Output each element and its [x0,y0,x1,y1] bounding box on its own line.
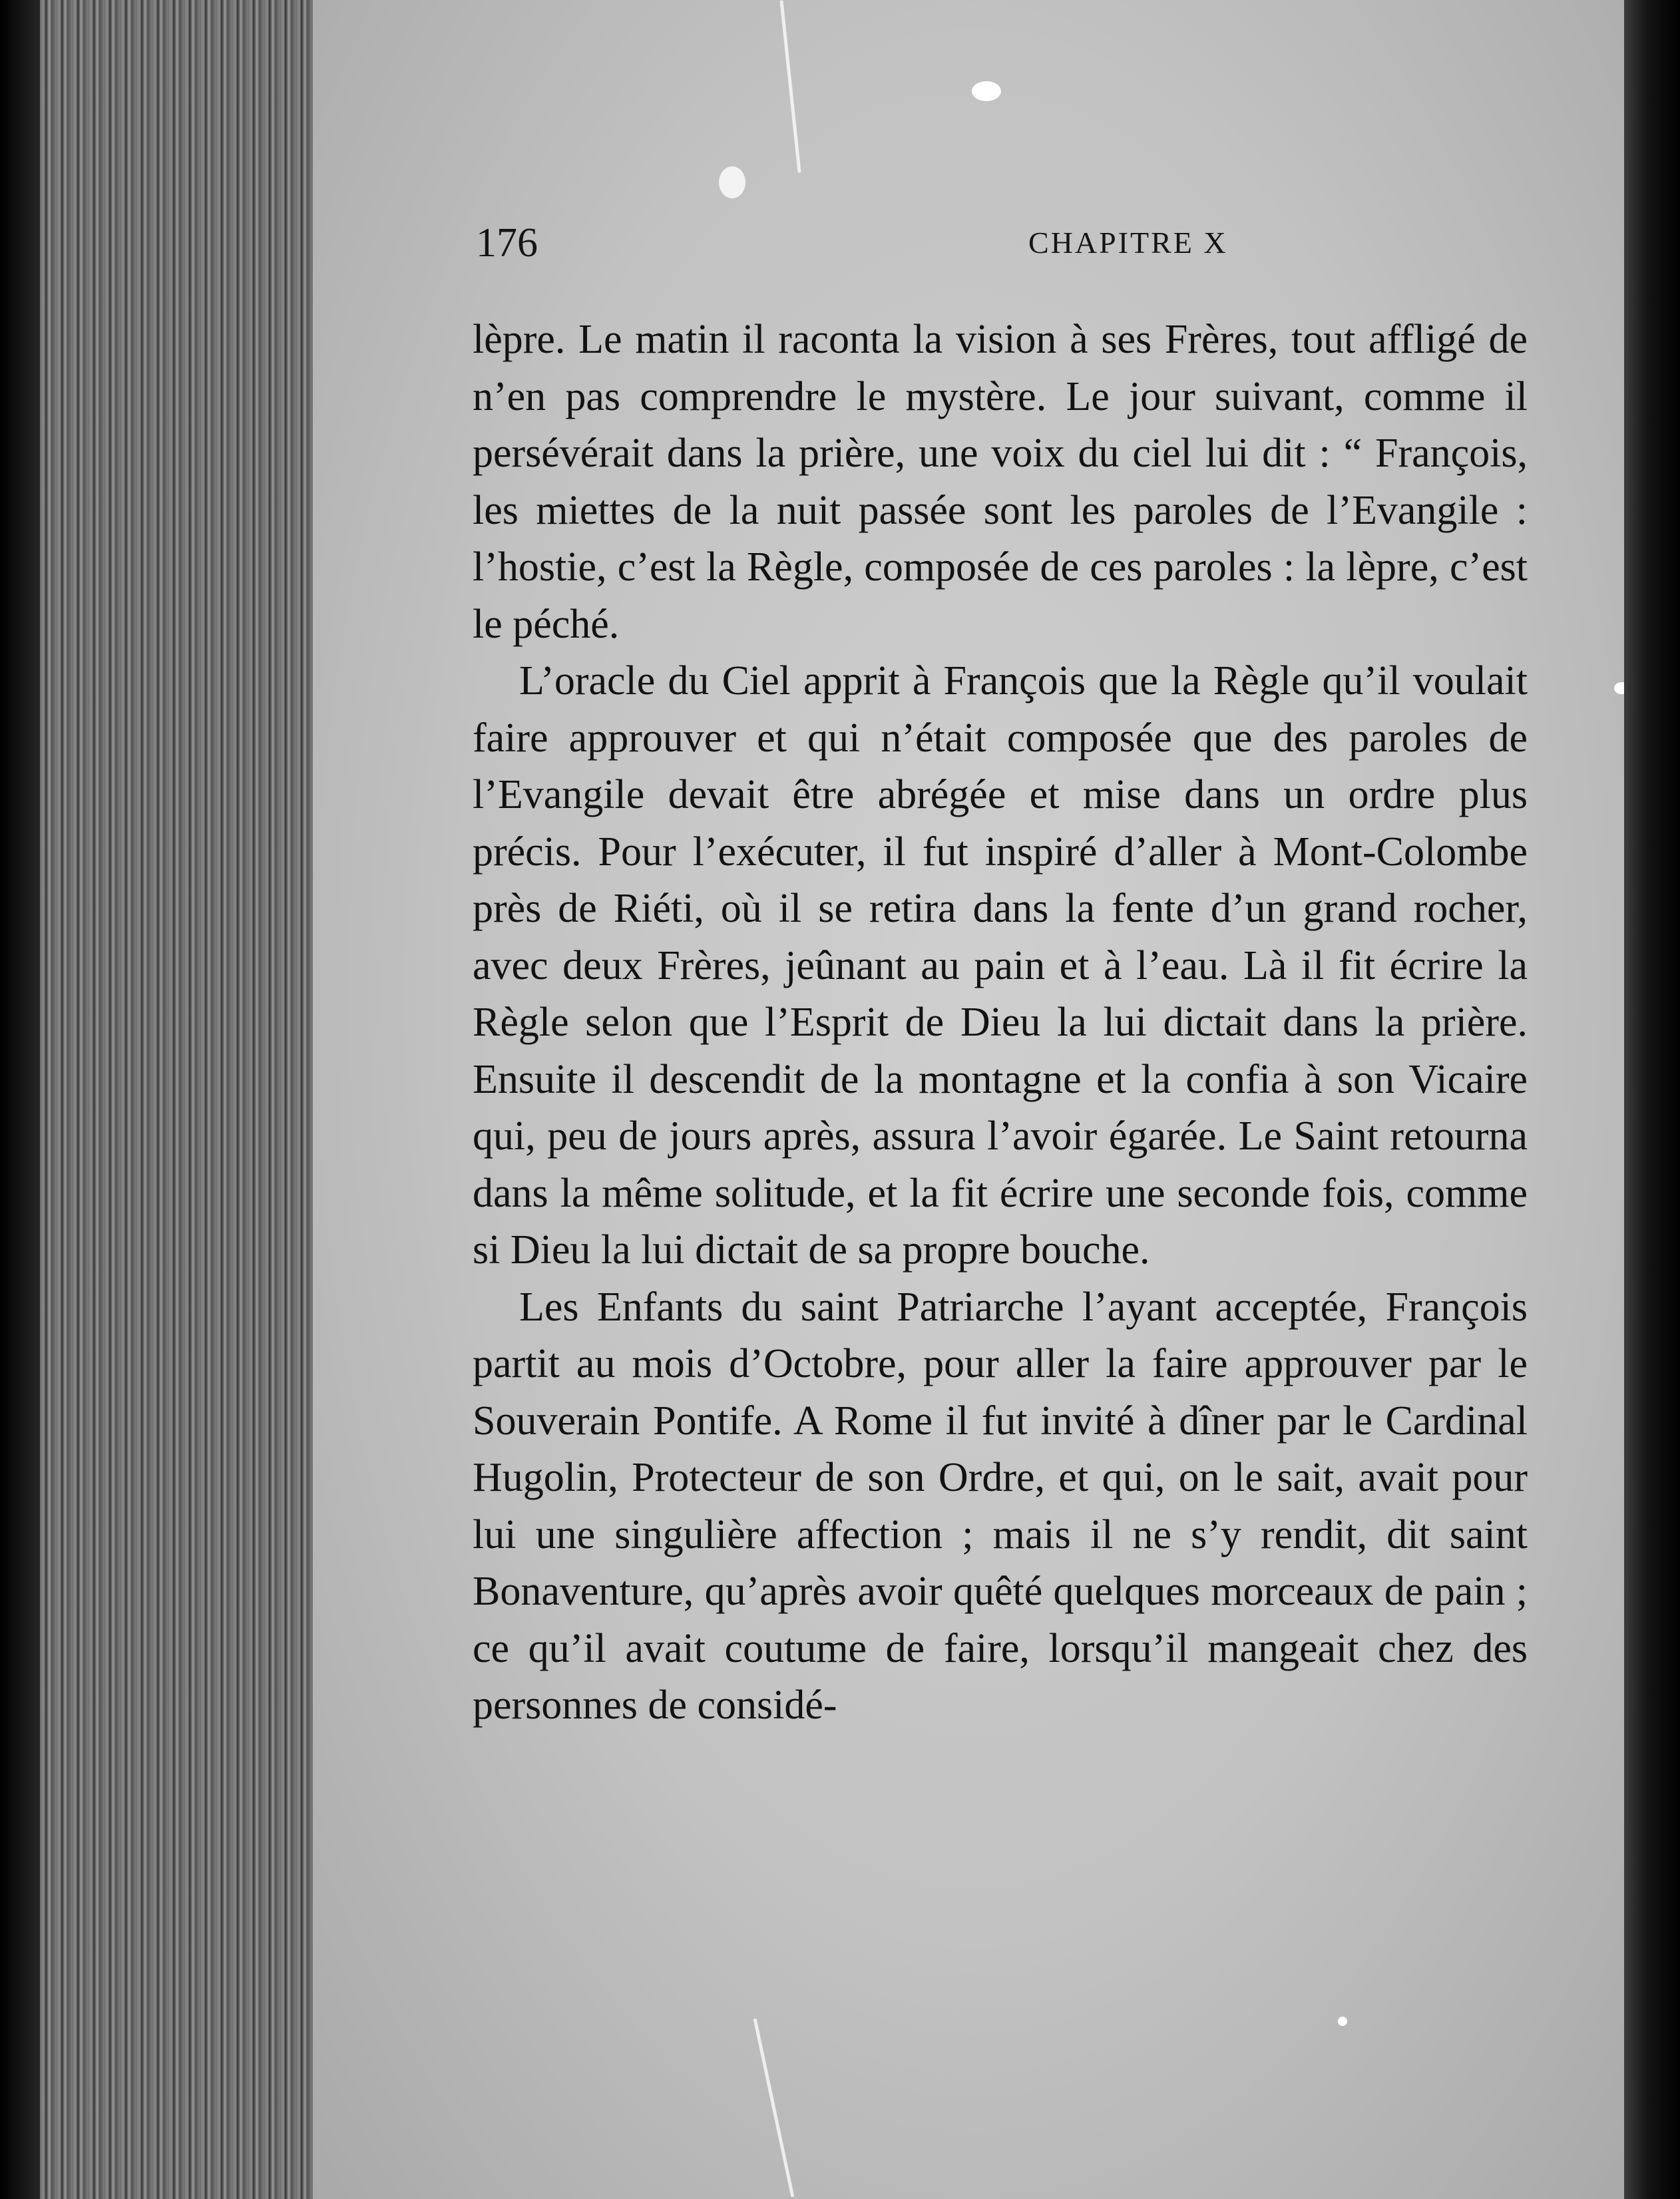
paragraph: L’oracle du Ciel apprit à François que la Règle qu’il voulait faire approuver et qui n’était composée que des paroles de l’Evangile devait être abrégée et mise dans un ordre plus précis. Pour l’exécuter, il fut inspiré d’aller à Mont-Colombe près de Riéti, où il se retira dans la fente d’un grand rocher, avec deux Frères, jeûnant au pain et à l’eau. Là il fit écrire la Règle selon que l’Esprit de Dieu la lui dictait dans la prière. Ensuite il descendit de la montagne et la confia à son Vicaire qui, peu de jours après, assura l’avoir égarée. Le Saint retourna dans la même solitude, et la fit écrire une seconde fois, comme si Dieu la lui dictait de sa propre bouche. [473,658,1528,1273]
scan-speck [972,81,1001,101]
scan-speck [1338,2017,1347,2026]
paragraph: Les Enfants du saint Patriarche l’ayant acceptée, François partit au mois d’Octobre, pour aller la faire approuver par le Souverain Pontife. A Rome il fut invité à dîner par le Cardinal Hugolin, Protecteur de son Ordre, et qui, on le sait, avait pour lui une singulière affection ; mais il ne s’y rendit, dit saint Bonaventure, qu’après avoir quêté quelques morceaux de pain ; ce qu’il avait coutume de faire, lorsqu’il mangeait chez des personnes de considé- [473,1284,1528,1728]
scan-scratch [779,0,801,172]
scan-speck [719,166,745,198]
book-page [313,0,1634,2199]
page-stack-edge [40,0,353,2199]
paragraph-continuation: lèpre. Le matin il raconta la vision à ses Frères, tout affligé de n’en pas comprendre le mystère. Le jour suivant, comme il persévérait dans la prière, une voix du ciel lui dit : “ François, les miettes de la nuit passée sont les paroles de l’Evangile : l’hostie, c’est la Règle, composée de ces paroles : la lèpre, c’est le péché. [473,317,1528,647]
gutter-shadow [1624,0,1680,2199]
chapter-title: CHAPITRE X [1028,226,1228,260]
scan-scratch [753,2018,795,2197]
body-text [473,311,1528,1734]
page-number: 176 [476,220,538,266]
running-head [476,220,1541,280]
